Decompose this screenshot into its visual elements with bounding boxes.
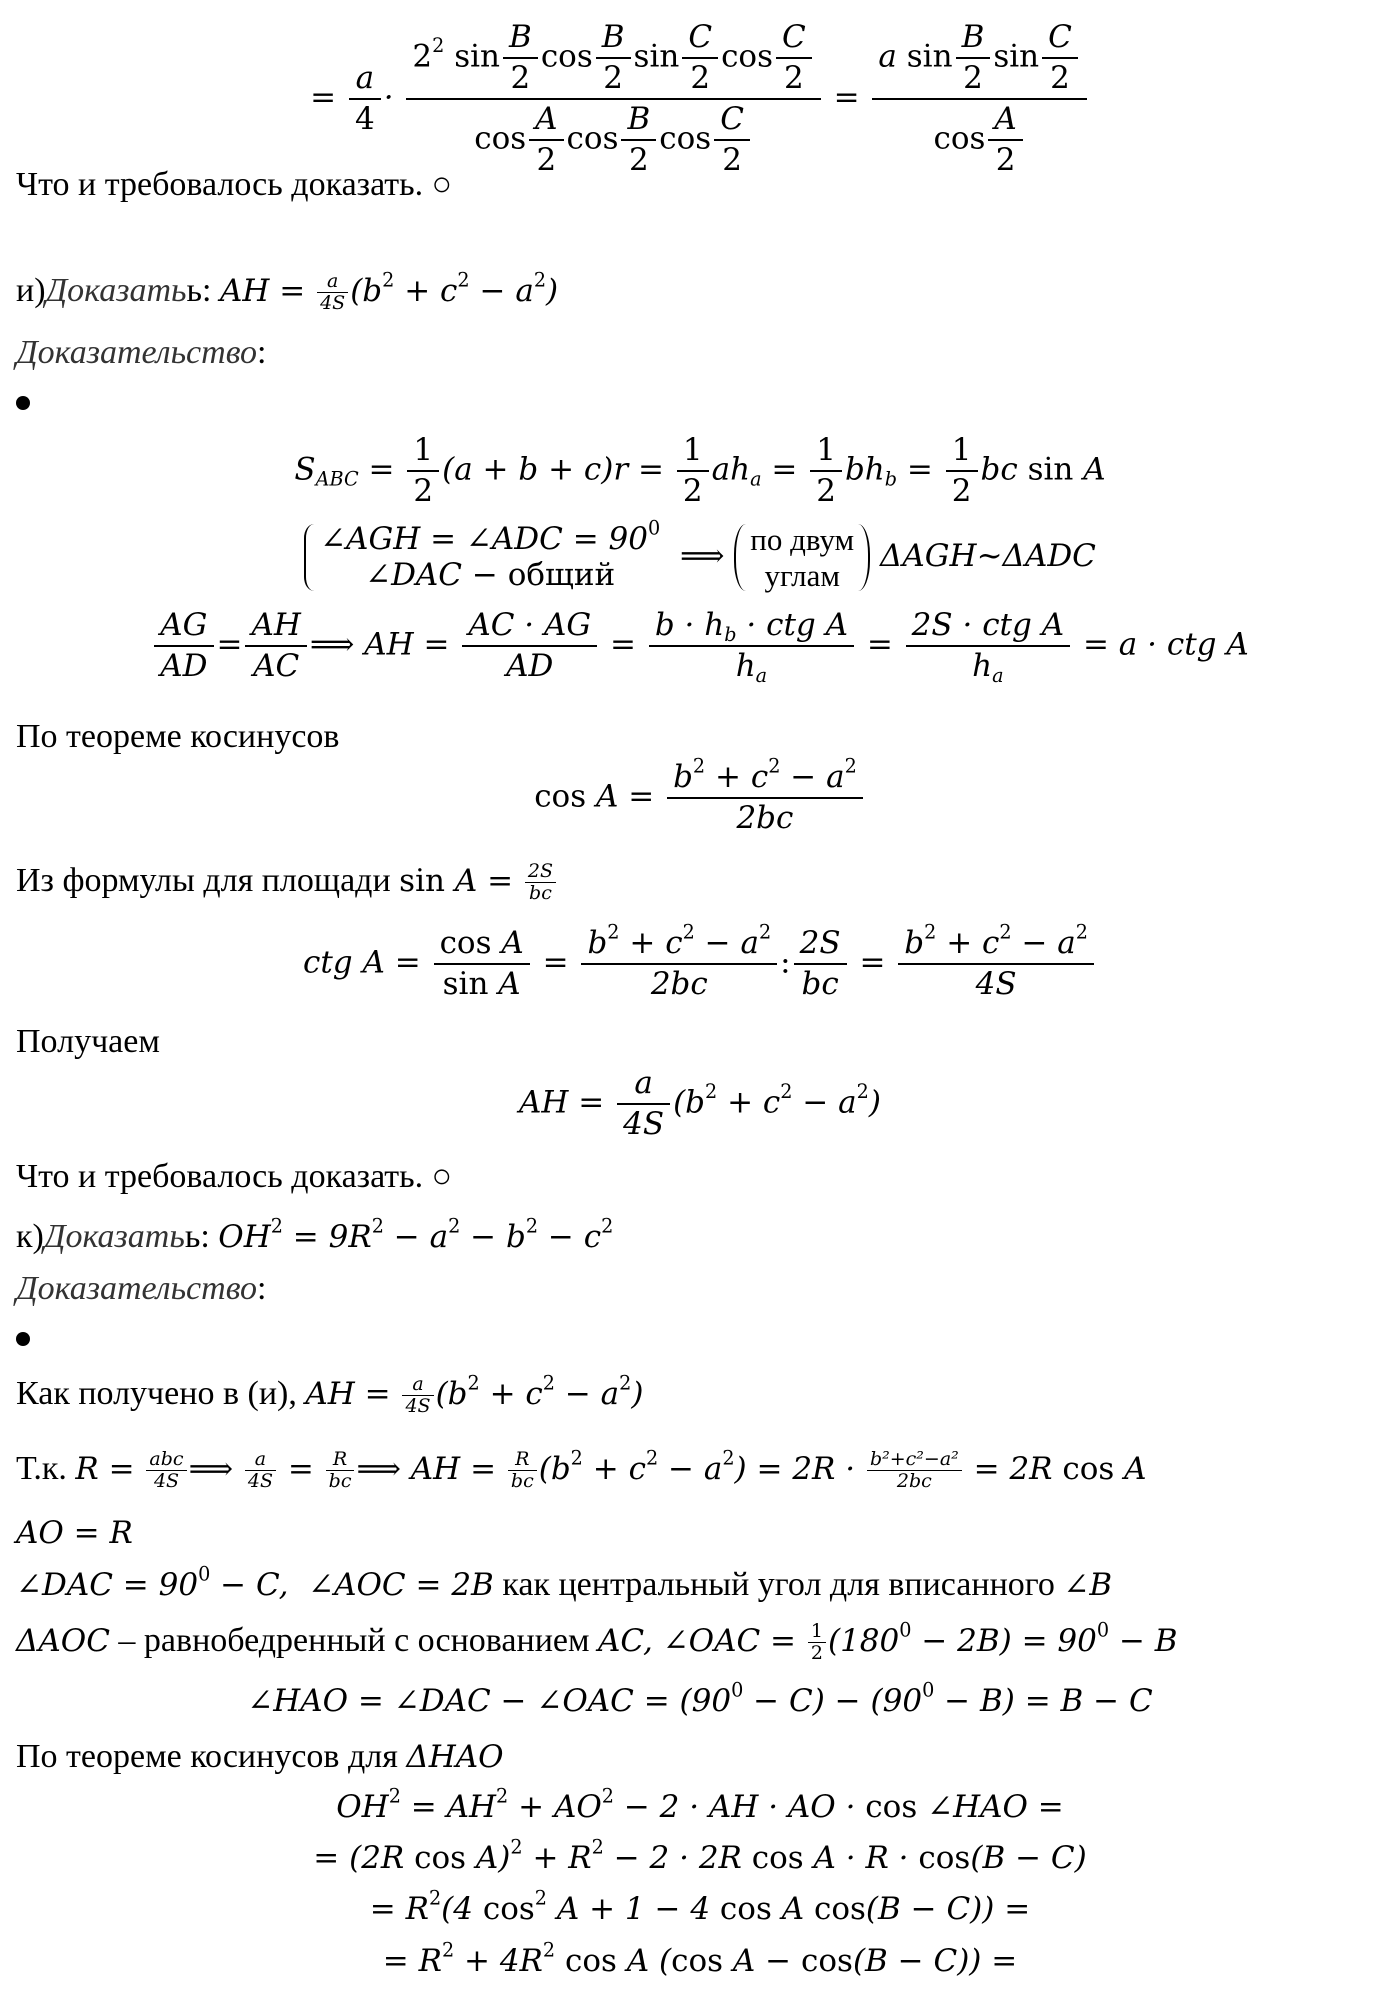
part-i-statement: и)Доказатьь: AH = $\frac{a}{4S}$ $(b^2 + c^2 - a^2)$ bbox=[16, 268, 559, 314]
formula-area: $S_{ABC}$ = $\frac{1}{2}$ (a + b + c)r = $\frac{1}{2}$ $ah_a$ = $\frac{1}{2}$ $bh_b$ = $\frac{1}{2}$ bc sin A bbox=[294, 432, 1106, 509]
cosine-theorem-text: По теореме косинусов bbox=[16, 718, 340, 755]
qed-line: Что и требовалось доказать. ○ bbox=[16, 166, 453, 203]
qed-line-2: Что и требовалось доказать. ○ bbox=[16, 1158, 453, 1195]
formula-hao: ∠HAO = ∠DAC − ∠OAC = $(90^0 - C) - (90^0 - B) = B - C$ bbox=[247, 1678, 1153, 1719]
formula-oh-2: = (2R $\cos A)^2 + R^2 - 2 \cdot 2R$ cos A · R · cos(B − C) bbox=[313, 1835, 1087, 1876]
angles-line: ∠DAC = $90^0 - C$, ∠AOC = 2B как центральный угол для вписанного ∠B bbox=[16, 1562, 1113, 1603]
formula-ah-ctg: $\frac{AG}{AD}$ = $\frac{AH}{AC}$ ⟹ AH = $\frac{AC \cdot AG}{AD}$ = $b \cdot h_b$ · ctg A $h_a$ = 2S · ctg A $h_a$ = a · ctg A bbox=[0, 610, 1400, 682]
formula-oh-3: = $R^2(4$ $\cos^2 A + 1 - 4$ cos A cos(B − C)) = bbox=[369, 1886, 1031, 1927]
isosceles-line: ΔAOC – равнобедренный с основанием AC, ∠OAC = $\frac{1}{2}$ $(180^0 - 2B) = 90^0 - B$ bbox=[16, 1618, 1178, 1664]
part-k-label: к) bbox=[16, 1218, 44, 1255]
ao-eq-r: AO = R bbox=[16, 1515, 133, 1551]
prove-word: Доказать bbox=[45, 272, 187, 309]
proof-heading-k: Доказательство: bbox=[16, 1270, 267, 1307]
bullet bbox=[16, 396, 30, 410]
formula-ctg-a: ctg A = $\frac{\text{cos A}}{\text{sin A}}$ = $\frac{b^2 + c^2 - a^2}{2bc}$ : $\frac{2S}{bc}$ = $\frac{b^2 + c^2 - a^2}{4S}$ bbox=[0, 928, 1400, 1000]
part-i-label: и) bbox=[16, 272, 46, 309]
tk-line: Т.к. R = abc 4S ⟹ $\frac{a}{4S}$ = $\frac{R}{bc}$ ⟹ AH = $\frac{R}{bc}$ $(b^2 + c^2 - a^2) = 2R$ · $\frac{\text{b²+c²−a²}}{2bc}$ = 2R cos A bbox=[16, 1446, 1147, 1492]
formula-ah-result: AH = $\frac{a}{4S}$ $(b^2 + c^2 - a^2)$ bbox=[518, 1065, 881, 1142]
formula-similarity: ∠AGH = ∠ADC = $90^0$ ∠DAC − общий ⟹ по двум углам ΔAGH~ΔADC bbox=[0, 522, 1400, 593]
cosine-theorem-for-line: По теореме косинусов для ΔHAO bbox=[16, 1738, 504, 1775]
formula-oh-4: = $R^2 + 4R^2$ cos A (cos A − cos(B − C)) = bbox=[382, 1938, 1018, 1979]
bullet-2 bbox=[16, 1332, 30, 1346]
formula-prev-result: = $\frac{a}{4}$ · $2^2$ sin $\frac{B}{2}$ cos $\frac{B}{2}$ sin $\frac{C}{2}$ cos $\frac{C}{2}$ cos $\frac{A}{2}$ cos $\frac{B}{2}$ cos $\frac{C}{2}$ = a sin $\frac{B}{2}$ sin $\frac{C}{2}$ cos $\frac{A}{2}$ bbox=[0, 22, 1400, 176]
we-get-text: Получаем bbox=[16, 1023, 160, 1060]
as-obtained-line: Как получено в (и), AH = $\frac{a}{4S}$ $(b^2 + c^2 - a^2)$ bbox=[16, 1371, 644, 1417]
part-k-statement: к)Доказатьь: $OH^2 = 9R^2 - a^2 - b^2 - c^2$ bbox=[16, 1214, 614, 1255]
proof-heading-i: Доказательство: bbox=[16, 334, 267, 371]
formula-oh-1: $OH^2 = AH^2 + AO^2 - 2$ · AH · AO · cos ∠HAO = bbox=[336, 1784, 1064, 1825]
formula-cos-a: cos A = $\frac{b^2 + c^2 - a^2}{2bc}$ bbox=[0, 762, 1400, 834]
area-formula-line: Из формулы для площади sin A = $\frac{2S}{bc}$ bbox=[16, 862, 558, 903]
